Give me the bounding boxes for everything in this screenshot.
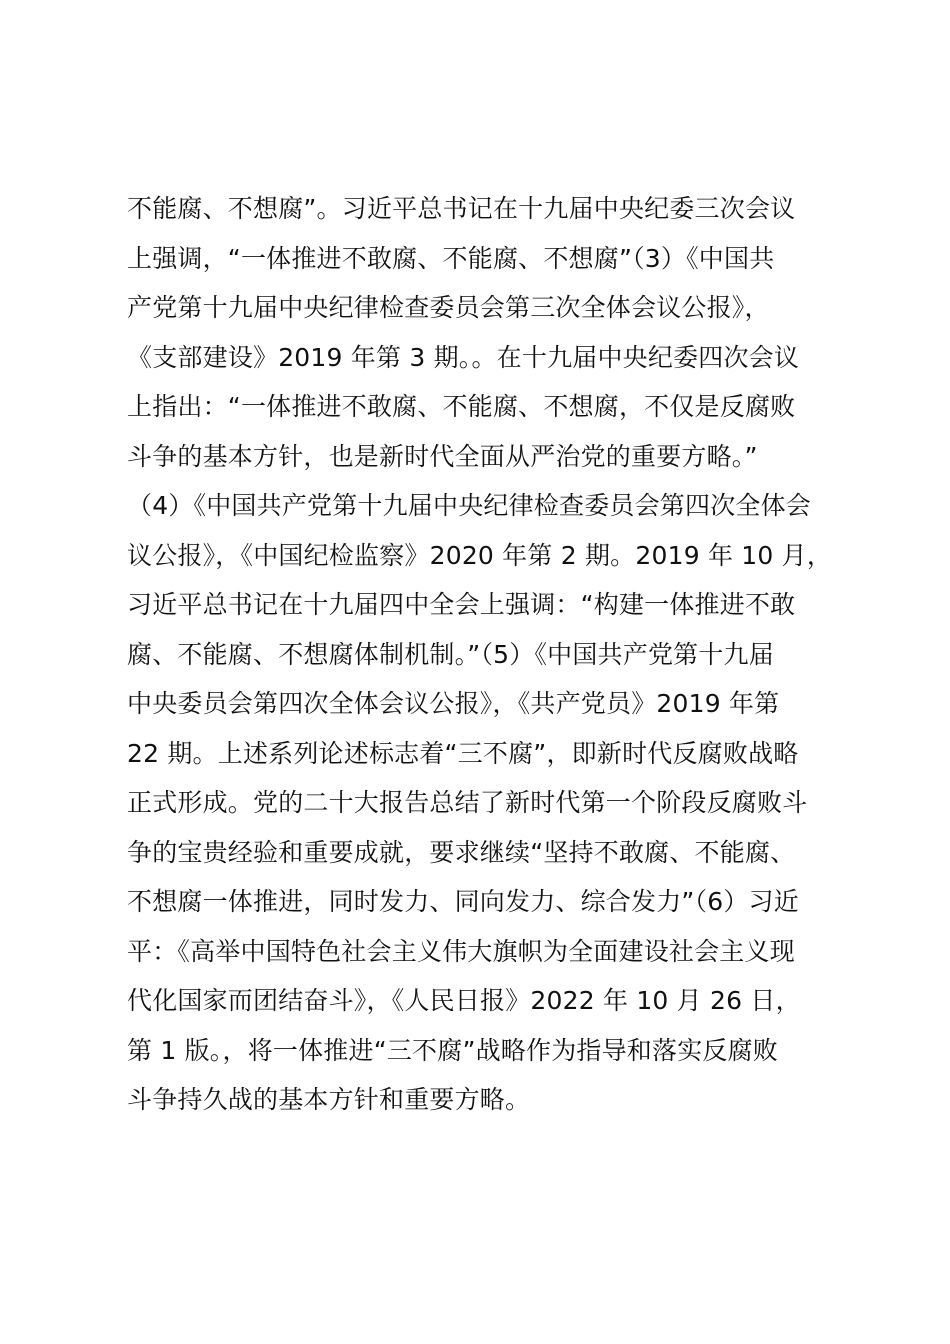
text-line: 不能腐、不想腐”。习近平总书记在十九届中央纪委三次会议 [127,194,796,223]
body-paragraph [127,184,857,1125]
text-line: 代化国家而团结奋斗》，《人民日报》2022 年 10 月 26 日， [127,986,801,1015]
text-line: 斗争的基本方针，也是新时代全面从严治党的重要方略。” [127,441,758,471]
text-line: 第 1 版。，将一体推进“三不腐”战略作为指导和落实反腐败 [127,1035,779,1065]
text-line: 产党第十九届中央纪律检查委员会第三次全体会议公报》， [127,293,770,322]
text-line: 议公报》，《中国纪检监察》2020 年第 2 期。2019 年 10 月， [127,540,833,570]
text-line: （4）《中国共产党第十九届中央纪律检查委员会第四次全体会 [127,491,812,520]
text-line: 上强调，“一体推进不敢腐、不能腐、不想腐”（3）《中国共 [127,243,775,273]
text-line: 习近平总书记在十九届四中全会上强调：“构建一体推进不敢 [127,590,796,619]
text-line: 不想腐一体推进，同时发力、同向发力、综合发力”（6）习近 [127,887,799,916]
text-line: 争的宝贵经验和重要成就，要求继续“坚持不敢腐、不能腐、 [127,837,796,867]
text-line: 斗争持久战的基本方针和重要方略。 [127,1085,531,1114]
text-line: 中央委员会第四次全体会议公报》，《共产党员》2019 年第 [127,689,780,718]
text-line: 《支部建设》2019 年第 3 期。。在十九届中央纪委四次会议 [127,342,800,372]
text-line: 正式形成。党的二十大报告总结了新时代第一个阶段反腐败斗 [127,788,808,817]
text-line: 上指出：“一体推进不敢腐、不能腐、不想腐，不仅是反腐败 [127,392,796,421]
text-line: 腐、不能腐、不想腐体制机制。”（5）《中国共产党第十九届 [127,639,774,669]
text-line: 平：《高举中国特色社会主义伟大旗帜为全面建设社会主义现 [127,936,795,966]
text-line: 22 期。上述系列论述标志着“三不腐”，即新时代反腐败战略 [127,738,799,768]
